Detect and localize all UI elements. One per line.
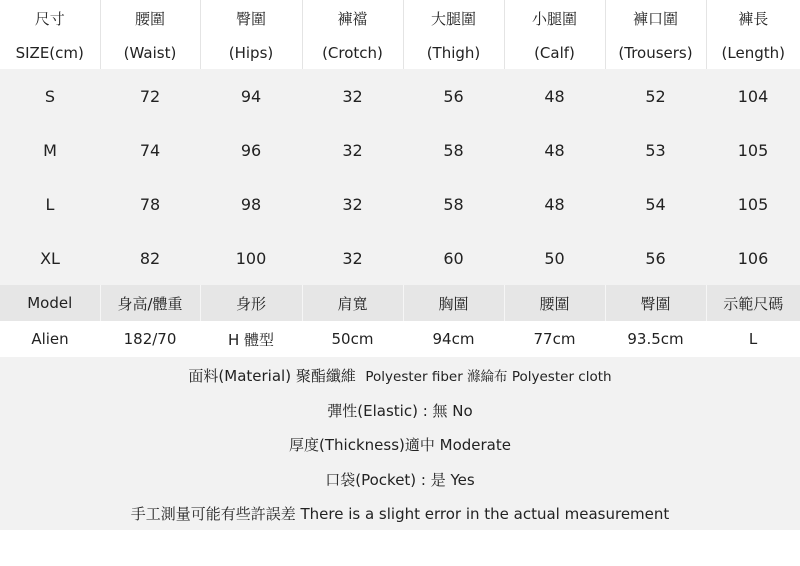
table-cell: 52: [605, 69, 706, 123]
table-cell: 98: [200, 177, 302, 231]
header-trousers-en: (Trousers): [605, 36, 706, 69]
size-header-zh-row: [0, 0, 800, 36]
table-cell: 94: [200, 69, 302, 123]
model-header-shoulder: 肩寬: [302, 285, 403, 321]
model-row: [0, 321, 800, 357]
table-cell: 105: [706, 123, 800, 177]
table-row-m: [0, 123, 800, 177]
header-hips-en: (Hips): [200, 36, 302, 69]
bottom-margin: [0, 530, 800, 566]
model-hips: 93.5cm: [605, 321, 706, 357]
model-body-shape: H 體型: [200, 321, 302, 357]
table-cell: 32: [302, 69, 403, 123]
table-cell: 60: [403, 231, 504, 285]
table-cell: 32: [302, 231, 403, 285]
table-row-l: [0, 177, 800, 231]
table-cell: L: [0, 177, 100, 231]
model-height-weight: 182/70: [100, 321, 200, 357]
table-cell: 50: [504, 231, 605, 285]
table-cell: 58: [403, 177, 504, 231]
header-calf-zh: 小腿圍: [504, 0, 605, 36]
header-crotch-zh: 褲襠: [302, 0, 403, 36]
table-cell: 78: [100, 177, 200, 231]
header-length-zh: 褲長: [706, 0, 800, 36]
table-cell: 96: [200, 123, 302, 177]
header-trousers-zh: 褲口圍: [605, 0, 706, 36]
model-chest: 94cm: [403, 321, 504, 357]
table-cell: 74: [100, 123, 200, 177]
table-cell: 104: [706, 69, 800, 123]
table-cell: 105: [706, 177, 800, 231]
header-thigh-en: (Thigh): [403, 36, 504, 69]
material-note: [0, 359, 800, 394]
table-cell: 32: [302, 177, 403, 231]
table-cell: XL: [0, 231, 100, 285]
table-cell: 48: [504, 177, 605, 231]
header-hips-zh: 臀圍: [200, 0, 302, 36]
header-calf-en: (Calf): [504, 36, 605, 69]
table-row-s: [0, 69, 800, 123]
model-header-row: [0, 285, 800, 321]
elastic-note: 彈性(Elastic) : 無 No: [327, 401, 473, 420]
pocket-note: 口袋(Pocket) : 是 Yes: [325, 470, 475, 489]
table-cell: 48: [504, 69, 605, 123]
table-cell: 106: [706, 231, 800, 285]
table-cell: 82: [100, 231, 200, 285]
model-name: Alien: [0, 321, 100, 357]
header-length-en: (Length): [706, 36, 800, 69]
table-cell: 53: [605, 123, 706, 177]
header-size-zh: 尺寸: [0, 0, 100, 36]
header-size-en: SIZE(cm): [0, 36, 100, 69]
table-cell: M: [0, 123, 100, 177]
material-en: Polyester fiber 滌綸布 Polyester cloth: [365, 369, 612, 385]
header-thigh-zh: 大腿圍: [403, 0, 504, 36]
measurement-error-note: 手工測量可能有些許誤差 There is a slight error in the actual measurement: [130, 505, 670, 523]
table-cell: 32: [302, 123, 403, 177]
table-cell: 54: [605, 177, 706, 231]
table-row-xl: [0, 231, 800, 285]
table-cell: 72: [100, 69, 200, 123]
size-header-en-row: [0, 36, 800, 69]
model-header-model: Model: [0, 285, 100, 321]
table-cell: 56: [403, 69, 504, 123]
thickness-note: 厚度(Thickness)適中 Moderate: [289, 436, 511, 454]
header-waist-en: (Waist): [100, 36, 200, 69]
table-cell: 58: [403, 123, 504, 177]
header-waist-zh: 腰圍: [100, 0, 200, 36]
model-waist: 77cm: [504, 321, 605, 357]
table-cell: 48: [504, 123, 605, 177]
model-header-body-shape: 身形: [200, 285, 302, 321]
material-zh: 面料(Material) 聚酯纖維: [188, 367, 356, 385]
model-shoulder: 50cm: [302, 321, 403, 357]
table-cell: 100: [200, 231, 302, 285]
model-header-waist: 腰圍: [504, 285, 605, 321]
model-size: L: [706, 321, 800, 357]
model-header-height-weight: 身高/體重: [100, 285, 200, 321]
table-cell: 56: [605, 231, 706, 285]
model-header-hips: 臀圍: [605, 285, 706, 321]
model-header-size: 示範尺碼: [706, 285, 800, 321]
header-crotch-en: (Crotch): [302, 36, 403, 69]
model-header-chest: 胸圍: [403, 285, 504, 321]
product-notes: [0, 357, 800, 532]
table-cell: S: [0, 69, 100, 123]
